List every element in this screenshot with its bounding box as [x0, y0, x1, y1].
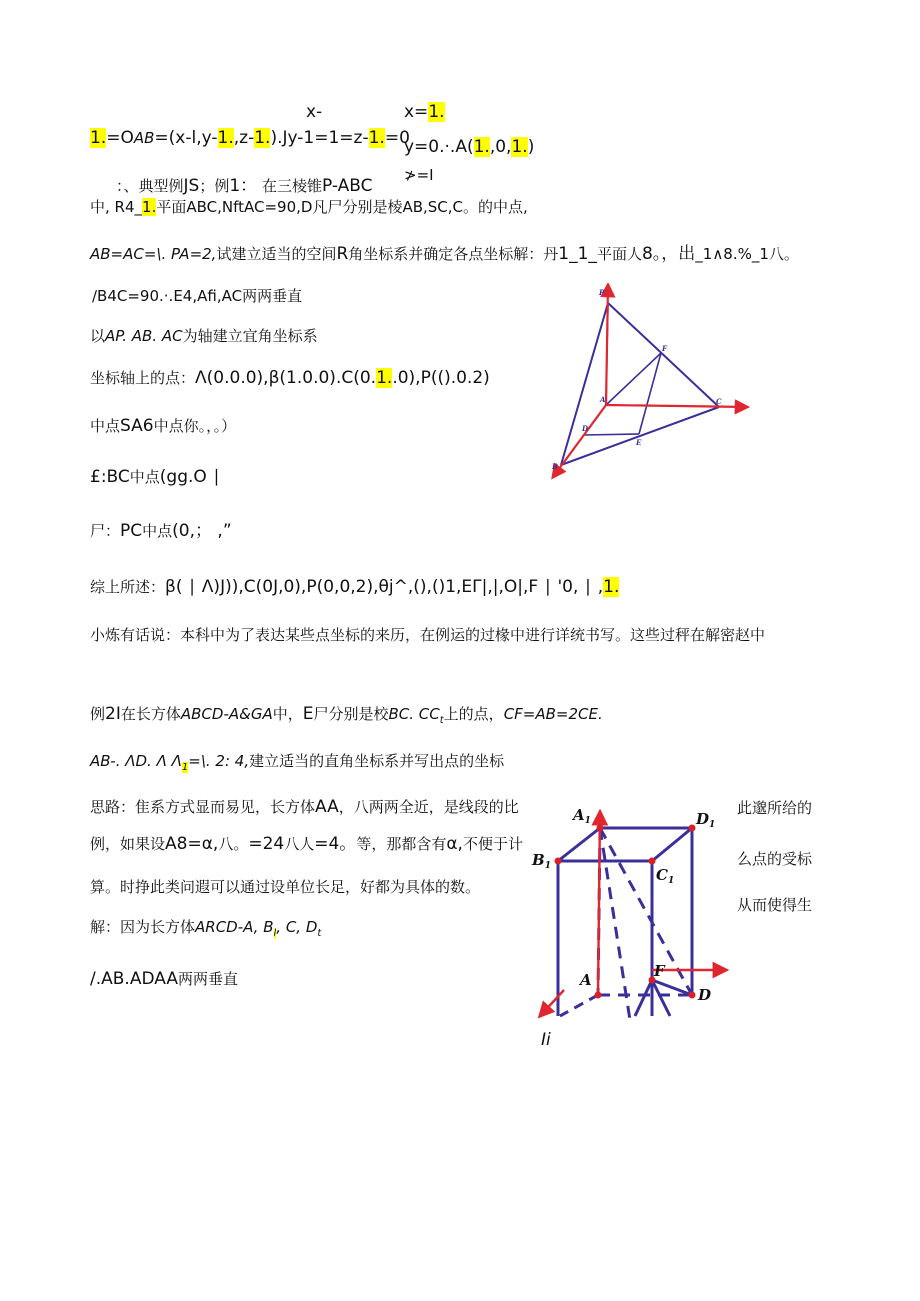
- fig2-label-b1: $B_1$: [532, 851, 551, 871]
- fig1-label-b: B: [552, 462, 558, 471]
- fig2-label-d1: $D_1$: [696, 810, 716, 830]
- example2-thought-line1: 思路：隹系方式显而易见，长方体AA，八两两全近，是线段的比: [90, 797, 519, 817]
- fig1-label-p: P: [599, 288, 605, 297]
- example1-line9: 尸：PC中点(0,； ,”: [90, 521, 232, 541]
- x-axis-arrow-2: [540, 990, 564, 1016]
- fig2-label-d: D: [698, 986, 712, 1004]
- example2-thought-line2: 例，如果设A8=α,八。=24八人=4。等，那都含有α,不便于计: [90, 834, 523, 854]
- example2-perpendicular-line: /.AB.ADAA两两垂直: [90, 969, 238, 989]
- example1-line6: 坐标轴上的点：Λ(0.0.0),β(1.0.0).C(0.1..0),P(().0.2): [90, 368, 490, 388]
- example1-line8: £:BC中点(gg.O ∣: [90, 467, 221, 487]
- example1-summary: 综上所述：β( ∣ Λ)J)),C(0J,0),P(0,0,2),θj^,(),()1,EΓ|,|,O|,F ∣ '0, ∣ ,1.: [90, 577, 620, 597]
- fig1-label-f: F: [662, 344, 667, 353]
- figure2-caption: Ii: [541, 1030, 551, 1050]
- example1-line7: 中点SA6中点你。，。）: [90, 416, 237, 436]
- example1-intro: ：、典型例JS；例1： 在三棱锥P-ABC: [116, 176, 373, 196]
- figure2-cuboid: [530, 790, 730, 1020]
- fig1-label-c: C: [716, 397, 722, 406]
- vector-equation-line: 1.=OAB=(x-l,y-1.,z-1.).Jy-1=1=z-1.=0: [90, 128, 410, 148]
- fig1-label-d: D: [582, 424, 589, 433]
- example1-line5: 以AP. AB. AC为轴建立宜角坐标系: [90, 327, 318, 345]
- example2-solution-line: 解：因为长方体ARCD-A, $B_l$, C, $D_t$: [90, 918, 322, 939]
- z-axis-arrow: [606, 285, 608, 405]
- fig2-label-a: A: [580, 971, 592, 989]
- y-axis-arrow: [606, 405, 747, 407]
- example2-line1: 例2I在长方体ABCD-A&GA中，E尸分别是校BC. $CC_t$上的点，CF=AB=2CE.: [90, 704, 603, 726]
- example2-thought-line3: 算。时挣此类问遐可以通过设单位长足，好都为具体的数。: [90, 878, 481, 896]
- example1-line3: AB=AC=\. PA=2,试建立适当的空间R角坐标系并确定各点坐标解：丹1_1_平面人8。，出_1∧8.%_1八。: [90, 244, 799, 264]
- z-equals-line: ≯=I: [404, 166, 434, 184]
- example1-line4: ∕B4C=90.·.E4,Afi,AC两两垂直: [92, 287, 303, 305]
- side-text-2: 么点的受标: [737, 850, 813, 868]
- x-axis-arrow: [553, 405, 606, 477]
- side-text-3: 从而使得生: [737, 896, 813, 914]
- fig2-label-c1: $C_1$: [656, 866, 675, 886]
- z-axis-arrow-2: [598, 812, 600, 995]
- fig1-label-e: E: [636, 438, 642, 447]
- fig2-label-a1: $A_1$: [573, 806, 591, 826]
- example2-line2: AB-. ΛD. Λ $\Lambda_1=\backslash$. 2: 4,建立适当的直角坐标系并写出点的坐标: [90, 752, 505, 773]
- x-minus-text: x-: [306, 102, 323, 122]
- x-equals-line: x=1.: [404, 102, 445, 122]
- y-equals-line: y=0.·.A(1.,0,1.): [404, 137, 535, 157]
- example1-line2: 中, R4_1.平面ABC,NftAC=90,D凡尸分别是棱AB,SC,C。的中点,: [90, 198, 528, 216]
- fig1-label-a: A: [600, 395, 606, 404]
- side-text-1: 此邈所给的: [737, 799, 813, 817]
- example1-remark: 小炼有话说：本科中为了表达某些点坐标的来历，在例运的过椽中进行详统书写。这些过秤在解密赵中: [90, 626, 766, 644]
- figure1-tetrahedron: [544, 283, 754, 483]
- fig2-label-f: F: [654, 962, 665, 980]
